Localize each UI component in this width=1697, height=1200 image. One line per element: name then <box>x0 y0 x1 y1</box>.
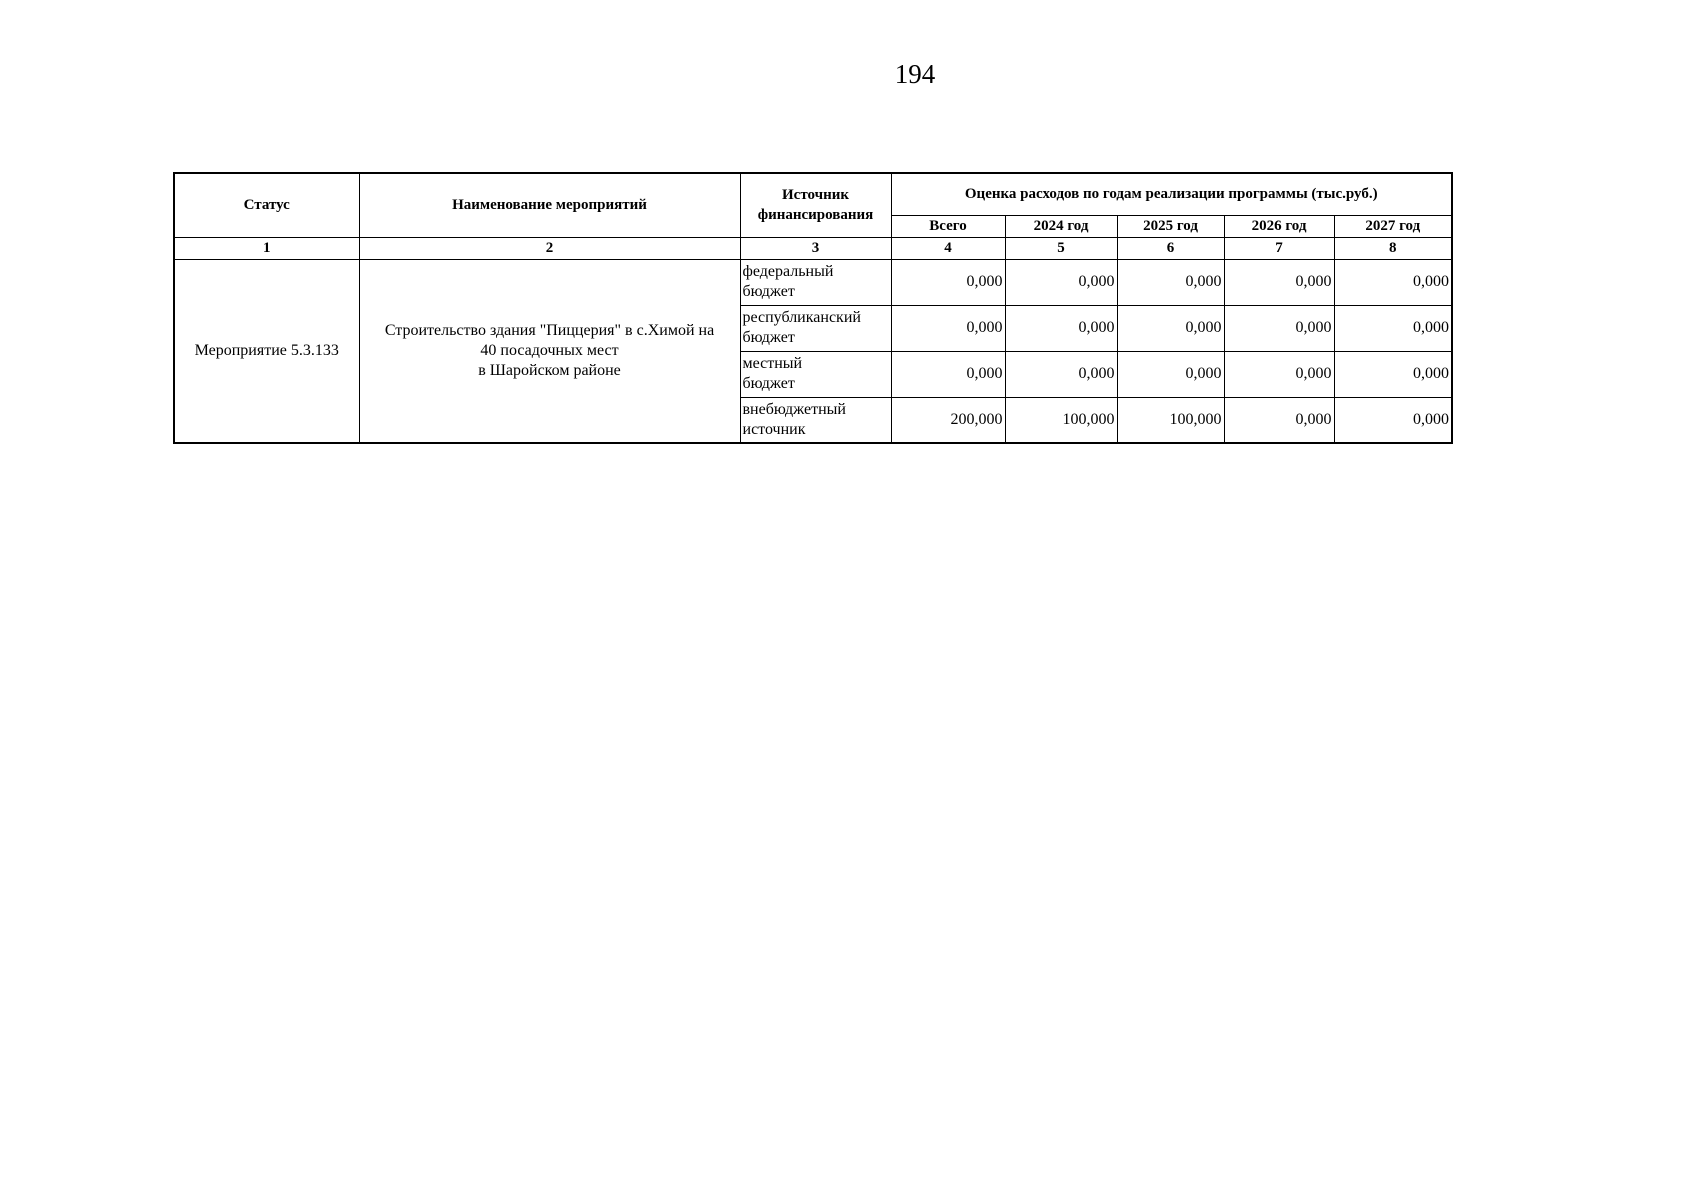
value-2025: 0,000 <box>1117 351 1224 397</box>
funding-source <box>740 397 891 443</box>
page-number: 194 <box>894 59 936 89</box>
funding-source <box>740 305 891 351</box>
value-total: 0,000 <box>891 259 1005 305</box>
value-2027: 0,000 <box>1334 397 1452 443</box>
funding-source <box>740 259 891 305</box>
header-total: Всего <box>891 215 1005 237</box>
funding-source-line: источник <box>742 420 806 438</box>
header-2027: 2027 год <box>1334 215 1452 237</box>
column-number: 3 <box>740 237 891 259</box>
column-number: 1 <box>174 237 359 259</box>
value-2025: 0,000 <box>1117 305 1224 351</box>
value-2027: 0,000 <box>1334 305 1452 351</box>
value-2024: 0,000 <box>1005 259 1117 305</box>
header-status: Статус <box>174 173 359 237</box>
value-2024: 0,000 <box>1005 305 1117 351</box>
value-2026: 0,000 <box>1224 397 1334 443</box>
value-2027: 0,000 <box>1334 259 1452 305</box>
value-total: 0,000 <box>891 305 1005 351</box>
event-name <box>359 259 740 443</box>
funding-source-line: бюджет <box>742 329 795 346</box>
event-name-line: в Шаройском районе <box>478 361 621 379</box>
header-2026: 2026 год <box>1224 215 1334 237</box>
value-2024: 0,000 <box>1005 351 1117 397</box>
event-status: Мероприятие 5.3.133 <box>174 259 359 443</box>
funding-source <box>740 351 891 397</box>
header-estimate: Оценка расходов по годам реализации программы (тыс.руб.) <box>891 173 1452 215</box>
table-row <box>174 259 1452 305</box>
funding-source-line: федеральный <box>742 263 834 280</box>
funding-source-line: внебюджетный <box>742 400 846 418</box>
header-source: Источник финансирования <box>740 173 891 237</box>
event-name-line: Строительство здания "Пиццерия" в с.Химой на <box>384 321 715 339</box>
value-2024: 100,000 <box>1005 397 1117 443</box>
budget-table <box>173 172 1453 444</box>
column-number: 7 <box>1224 237 1334 259</box>
funding-source-line: бюджет <box>742 283 795 300</box>
column-number: 4 <box>891 237 1005 259</box>
value-2026: 0,000 <box>1224 305 1334 351</box>
value-total: 200,000 <box>891 397 1005 443</box>
header-name: Наименование мероприятий <box>359 173 740 237</box>
column-number: 8 <box>1334 237 1452 259</box>
column-number-row <box>174 237 1452 259</box>
value-2025: 100,000 <box>1117 397 1224 443</box>
funding-source-line: местный <box>742 355 803 372</box>
value-2025: 0,000 <box>1117 259 1224 305</box>
header-2024: 2024 год <box>1005 215 1117 237</box>
value-2026: 0,000 <box>1224 351 1334 397</box>
column-number: 2 <box>359 237 740 259</box>
event-name-line: 40 посадочных мест <box>480 341 619 359</box>
header-row-1 <box>174 173 1452 215</box>
column-number: 6 <box>1117 237 1224 259</box>
funding-source-line: бюджет <box>742 375 795 392</box>
value-2027: 0,000 <box>1334 351 1452 397</box>
value-total: 0,000 <box>891 351 1005 397</box>
funding-source-line: республиканский <box>742 309 861 326</box>
column-number: 5 <box>1005 237 1117 259</box>
value-2026: 0,000 <box>1224 259 1334 305</box>
header-2025: 2025 год <box>1117 215 1224 237</box>
